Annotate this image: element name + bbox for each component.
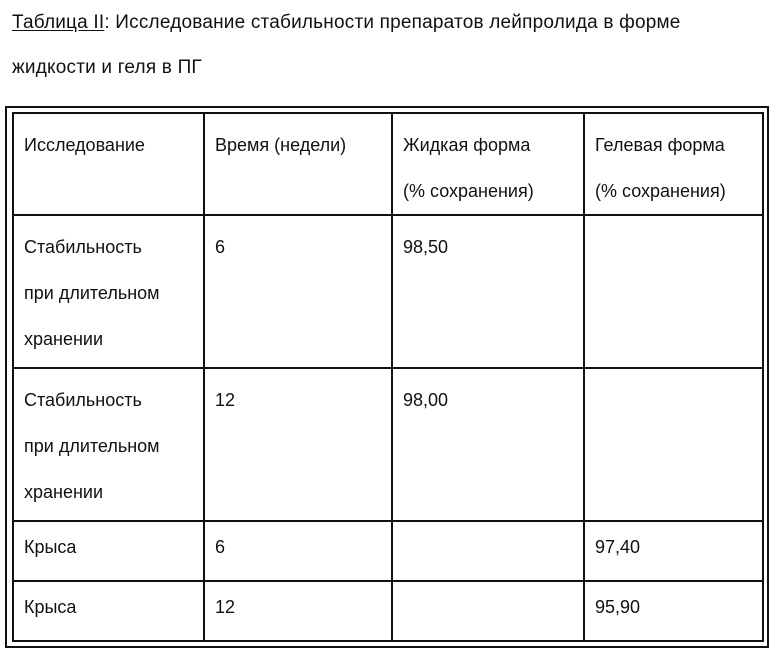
cell-line: при длительном bbox=[24, 283, 160, 303]
stability-table bbox=[12, 112, 764, 642]
cell-liquid: 98,00 bbox=[392, 368, 584, 521]
cell-study bbox=[13, 215, 204, 368]
cell-time: 12 bbox=[204, 581, 392, 641]
column-header-time bbox=[204, 113, 392, 215]
cell-gel bbox=[584, 368, 763, 521]
column-header-liquid bbox=[392, 113, 584, 215]
table-row bbox=[13, 581, 763, 641]
cell-line: хранении bbox=[24, 329, 104, 349]
cell-gel: 95,90 bbox=[584, 581, 763, 641]
header-line: Исследование bbox=[24, 135, 145, 155]
caption-line-2: жидкости и геля в ПГ bbox=[12, 57, 202, 78]
cell-study bbox=[13, 368, 204, 521]
cell-time: 6 bbox=[204, 521, 392, 581]
cell-gel: 97,40 bbox=[584, 521, 763, 581]
table-header-row bbox=[13, 113, 763, 215]
header-line: (% сохранения) bbox=[403, 181, 534, 201]
table-row bbox=[13, 368, 763, 521]
column-header-study bbox=[13, 113, 204, 215]
header-line: Время (недели) bbox=[215, 135, 347, 155]
cell-line: Стабильность bbox=[24, 390, 142, 410]
cell-liquid bbox=[392, 581, 584, 641]
caption-line-1 bbox=[12, 0, 772, 45]
cell-time: 6 bbox=[204, 215, 392, 368]
cell-time: 12 bbox=[204, 368, 392, 521]
header-line: (% сохранения) bbox=[595, 181, 726, 201]
header-line: Жидкая форма bbox=[403, 135, 531, 155]
cell-line: при длительном bbox=[24, 436, 160, 456]
table-row bbox=[13, 215, 763, 368]
cell-line: хранении bbox=[24, 482, 104, 502]
cell-liquid: 98,50 bbox=[392, 215, 584, 368]
cell-line: Стабильность bbox=[24, 237, 142, 257]
column-header-gel bbox=[584, 113, 763, 215]
cell-study: Крыса bbox=[13, 521, 204, 581]
table-caption bbox=[12, 0, 772, 90]
cell-gel bbox=[584, 215, 763, 368]
cell-liquid bbox=[392, 521, 584, 581]
cell-study: Крыса bbox=[13, 581, 204, 641]
header-line: Гелевая форма bbox=[595, 135, 725, 155]
caption-title-part-1: : Исследование стабильности препаратов лейпролида в форме bbox=[104, 12, 681, 33]
caption-label: Таблица II bbox=[12, 12, 105, 33]
table-row bbox=[13, 521, 763, 581]
